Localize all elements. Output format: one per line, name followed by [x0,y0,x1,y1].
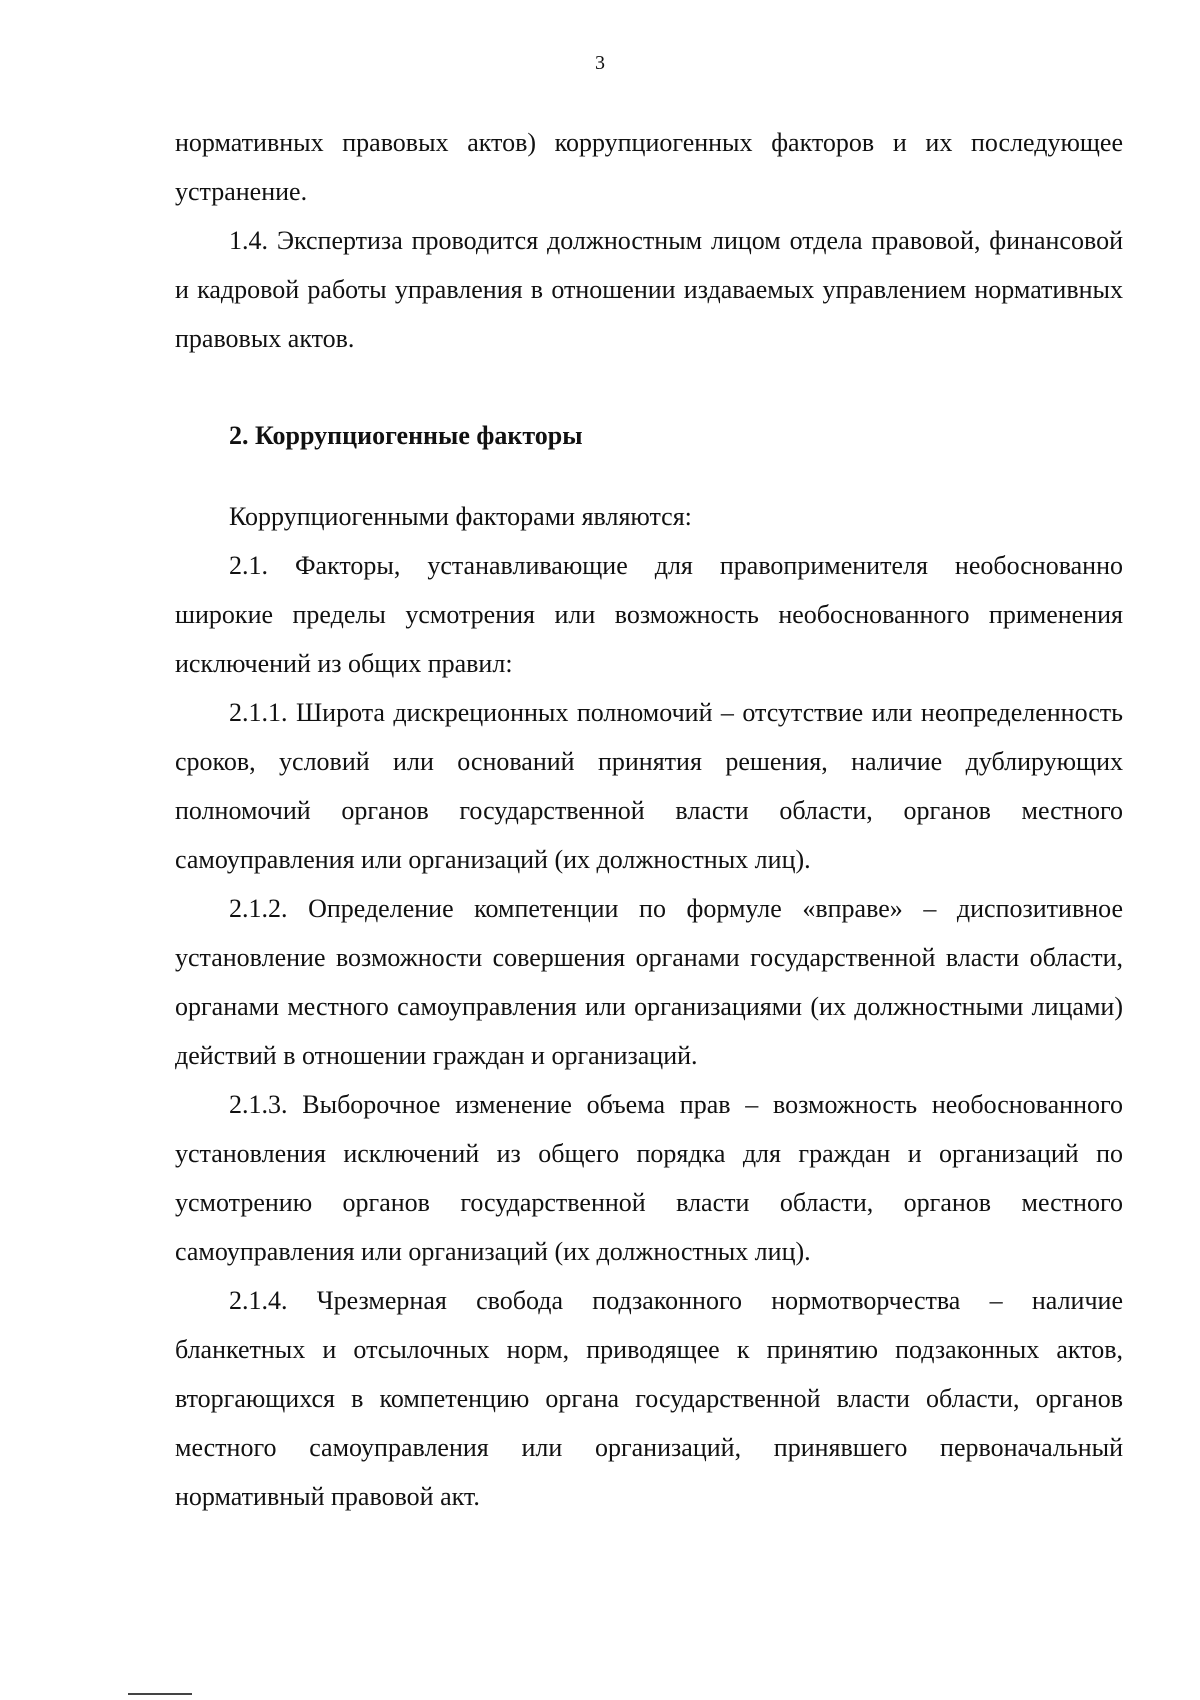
paragraph-1-4: 1.4. Экспертиза проводится должностным лицом отдела правовой, финансовой и кадровой работы управления в отношении издаваемых управлением нормативных правовых актов. [175,226,1123,353]
spacer [175,363,1123,411]
paragraph-continuation: нормативных правовых актов) коррупциогенных факторов и их последующее устранение. [175,128,1123,206]
paragraph-intro: Коррупциогенными факторами являются: [229,502,692,531]
spacer [175,460,1123,492]
paragraph-2-1-4: 2.1.4. Чрезмерная свобода подзаконного нормотворчества – наличие бланкетных и отсылочных норм, приводящее к принятию подзаконных актов, вторгающихся в компетенцию органа государственной власти области, органов местного самоуправления или организаций, принявшего первоначальный нормативный правовой акт. [175,1286,1123,1511]
paragraph-2-1: 2.1. Факторы, устанавливающие для правоприменителя необоснованно широкие пределы усмотрения или возможность необоснованного применения исключений из общих правил: [175,551,1123,678]
section-heading: 2. Коррупциогенные факторы [229,421,583,450]
paragraph-2-1-3: 2.1.3. Выборочное изменение объема прав – возможность необоснованного установления исключений из общего порядка для граждан и организаций по усмотрению органов государственной власти области, органов местного самоуправления или организаций (их должностных лиц). [175,1090,1123,1266]
document-body [175,118,1123,1521]
paragraph-2-1-2: 2.1.2. Определение компетенции по формуле «вправе» – диспозитивное установление возможности совершения органами государственной власти области, органами местного самоуправления или организациями (их должностными лицами) действий в отношении граждан и организаций. [175,894,1123,1070]
paragraph-2-1-1: 2.1.1. Широта дискреционных полномочий – отсутствие или неопределенность сроков, условий или оснований принятия решения, наличие дублирующих полномочий органов государственной власти области, органов местного самоуправления или организаций (их должностных лиц). [175,698,1123,874]
page-number: 3 [595,52,605,74]
scan-edge-mark [128,1693,192,1695]
